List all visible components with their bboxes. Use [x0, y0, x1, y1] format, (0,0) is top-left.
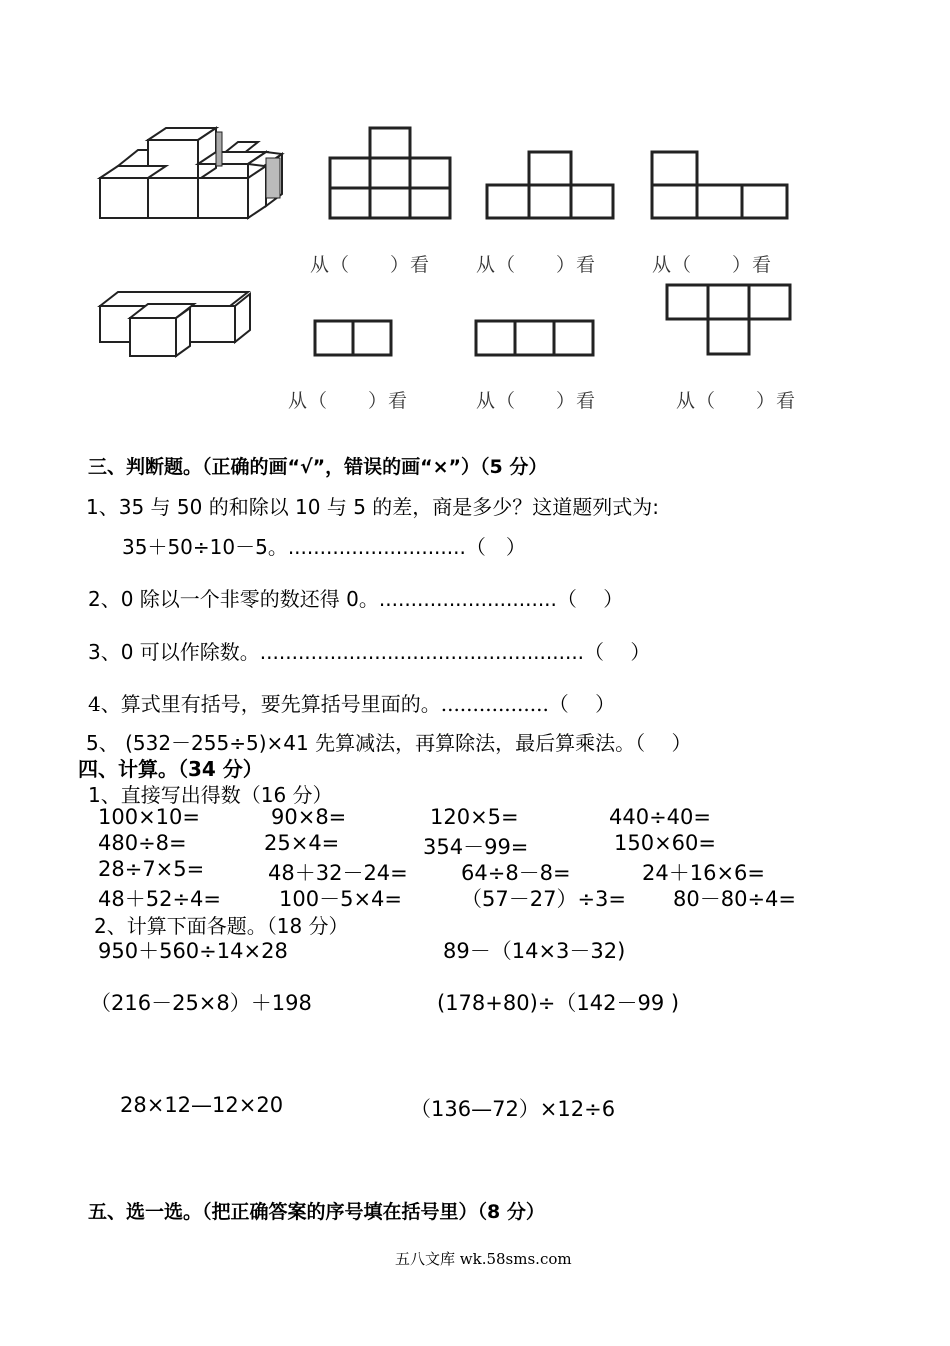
- direct-calc-1-2: 90×8=: [271, 805, 347, 829]
- calc-problem-3: （216－25×8）＋198: [90, 991, 312, 1015]
- section5-title: 五、选一选。（把正确答案的序号填在括号里）（8 分）: [88, 1201, 545, 1223]
- direct-calc-1-1: 100×10=: [98, 805, 200, 829]
- direct-calc-4-2: 100－5×4=: [279, 887, 402, 911]
- direct-calc-3-2: 48＋32－24=: [268, 861, 408, 885]
- section3-title: 三、判断题。（正确的画“√”，错误的画“×”）（5 分）: [88, 456, 548, 478]
- judge-question-1-line2: 35＋50÷10－5。............................（ ）: [122, 535, 526, 559]
- calc-problem-1: 950＋560÷14×28: [98, 939, 288, 963]
- direct-calc-1-4: 440÷40=: [609, 805, 711, 829]
- footer-watermark: 五八文库 wk.58sms.com: [395, 1250, 572, 1268]
- judge-question-4: 4、算式里有括号，要先算括号里面的。.................（ ）: [88, 692, 616, 716]
- view-caption-1: 从（ ）看: [310, 254, 431, 276]
- view-caption-3: 从（ ）看: [652, 254, 773, 276]
- view-caption-4: 从（ ）看: [288, 390, 409, 412]
- judge-question-1-line1: 1、35 与 50 的和除以 10 与 5 的差，商是多少？这道题列式为:: [86, 495, 660, 519]
- direct-calc-4-4: 80－80÷4=: [673, 887, 796, 911]
- section4-title: 四、计算。（34 分）: [78, 757, 263, 781]
- direct-calc-1-3: 120×5=: [430, 805, 519, 829]
- view-figure-5: [474, 319, 596, 359]
- judge-question-5: 5、 (532－255÷5)×41 先算减法，再算除法，最后算乘法。（ ）: [86, 731, 692, 755]
- view-figure-2: [485, 150, 615, 220]
- calc-part1-title: 1、直接写出得数（16 分）: [88, 783, 333, 807]
- view-caption-2: 从（ ）看: [476, 254, 597, 276]
- view-figure-1: [328, 126, 453, 221]
- direct-calc-2-2: 25×4=: [264, 831, 340, 855]
- direct-calc-3-1: 28÷7×5=: [98, 857, 205, 881]
- view-caption-5: 从（ ）看: [476, 390, 597, 412]
- view-figure-6: [665, 283, 795, 357]
- calc-problem-5: 28×12—12×20: [120, 1093, 284, 1117]
- direct-calc-2-4: 150×60=: [614, 831, 716, 855]
- direct-calc-4-1: 48＋52÷4=: [98, 887, 221, 911]
- direct-calc-2-3: 354－99=: [423, 835, 529, 859]
- direct-calc-3-3: 64÷8－8=: [461, 861, 571, 885]
- cube-solid-figure-2: [98, 290, 258, 360]
- judge-question-2: 2、0 除以一个非零的数还得 0。............................（ ）: [88, 587, 624, 611]
- direct-calc-3-4: 24＋16×6=: [642, 861, 765, 885]
- view-figure-3: [650, 150, 790, 222]
- cube-solid-figure-1: [98, 128, 288, 223]
- view-figure-4: [313, 319, 395, 359]
- view-caption-6: 从（ ）看: [676, 390, 797, 412]
- judge-question-3: 3、0 可以作除数。...................................................（ ）: [88, 640, 651, 664]
- calc-part2-title: 2、计算下面各题。（18 分）: [94, 914, 349, 938]
- calc-problem-2: 89－（14×3－32): [443, 939, 626, 963]
- direct-calc-2-1: 480÷8=: [98, 831, 187, 855]
- calc-problem-6: （136—72）×12÷6: [410, 1097, 616, 1121]
- direct-calc-4-3: （57－27）÷3=: [461, 887, 626, 911]
- calc-problem-4: (178+80)÷（142－99 ): [437, 991, 680, 1015]
